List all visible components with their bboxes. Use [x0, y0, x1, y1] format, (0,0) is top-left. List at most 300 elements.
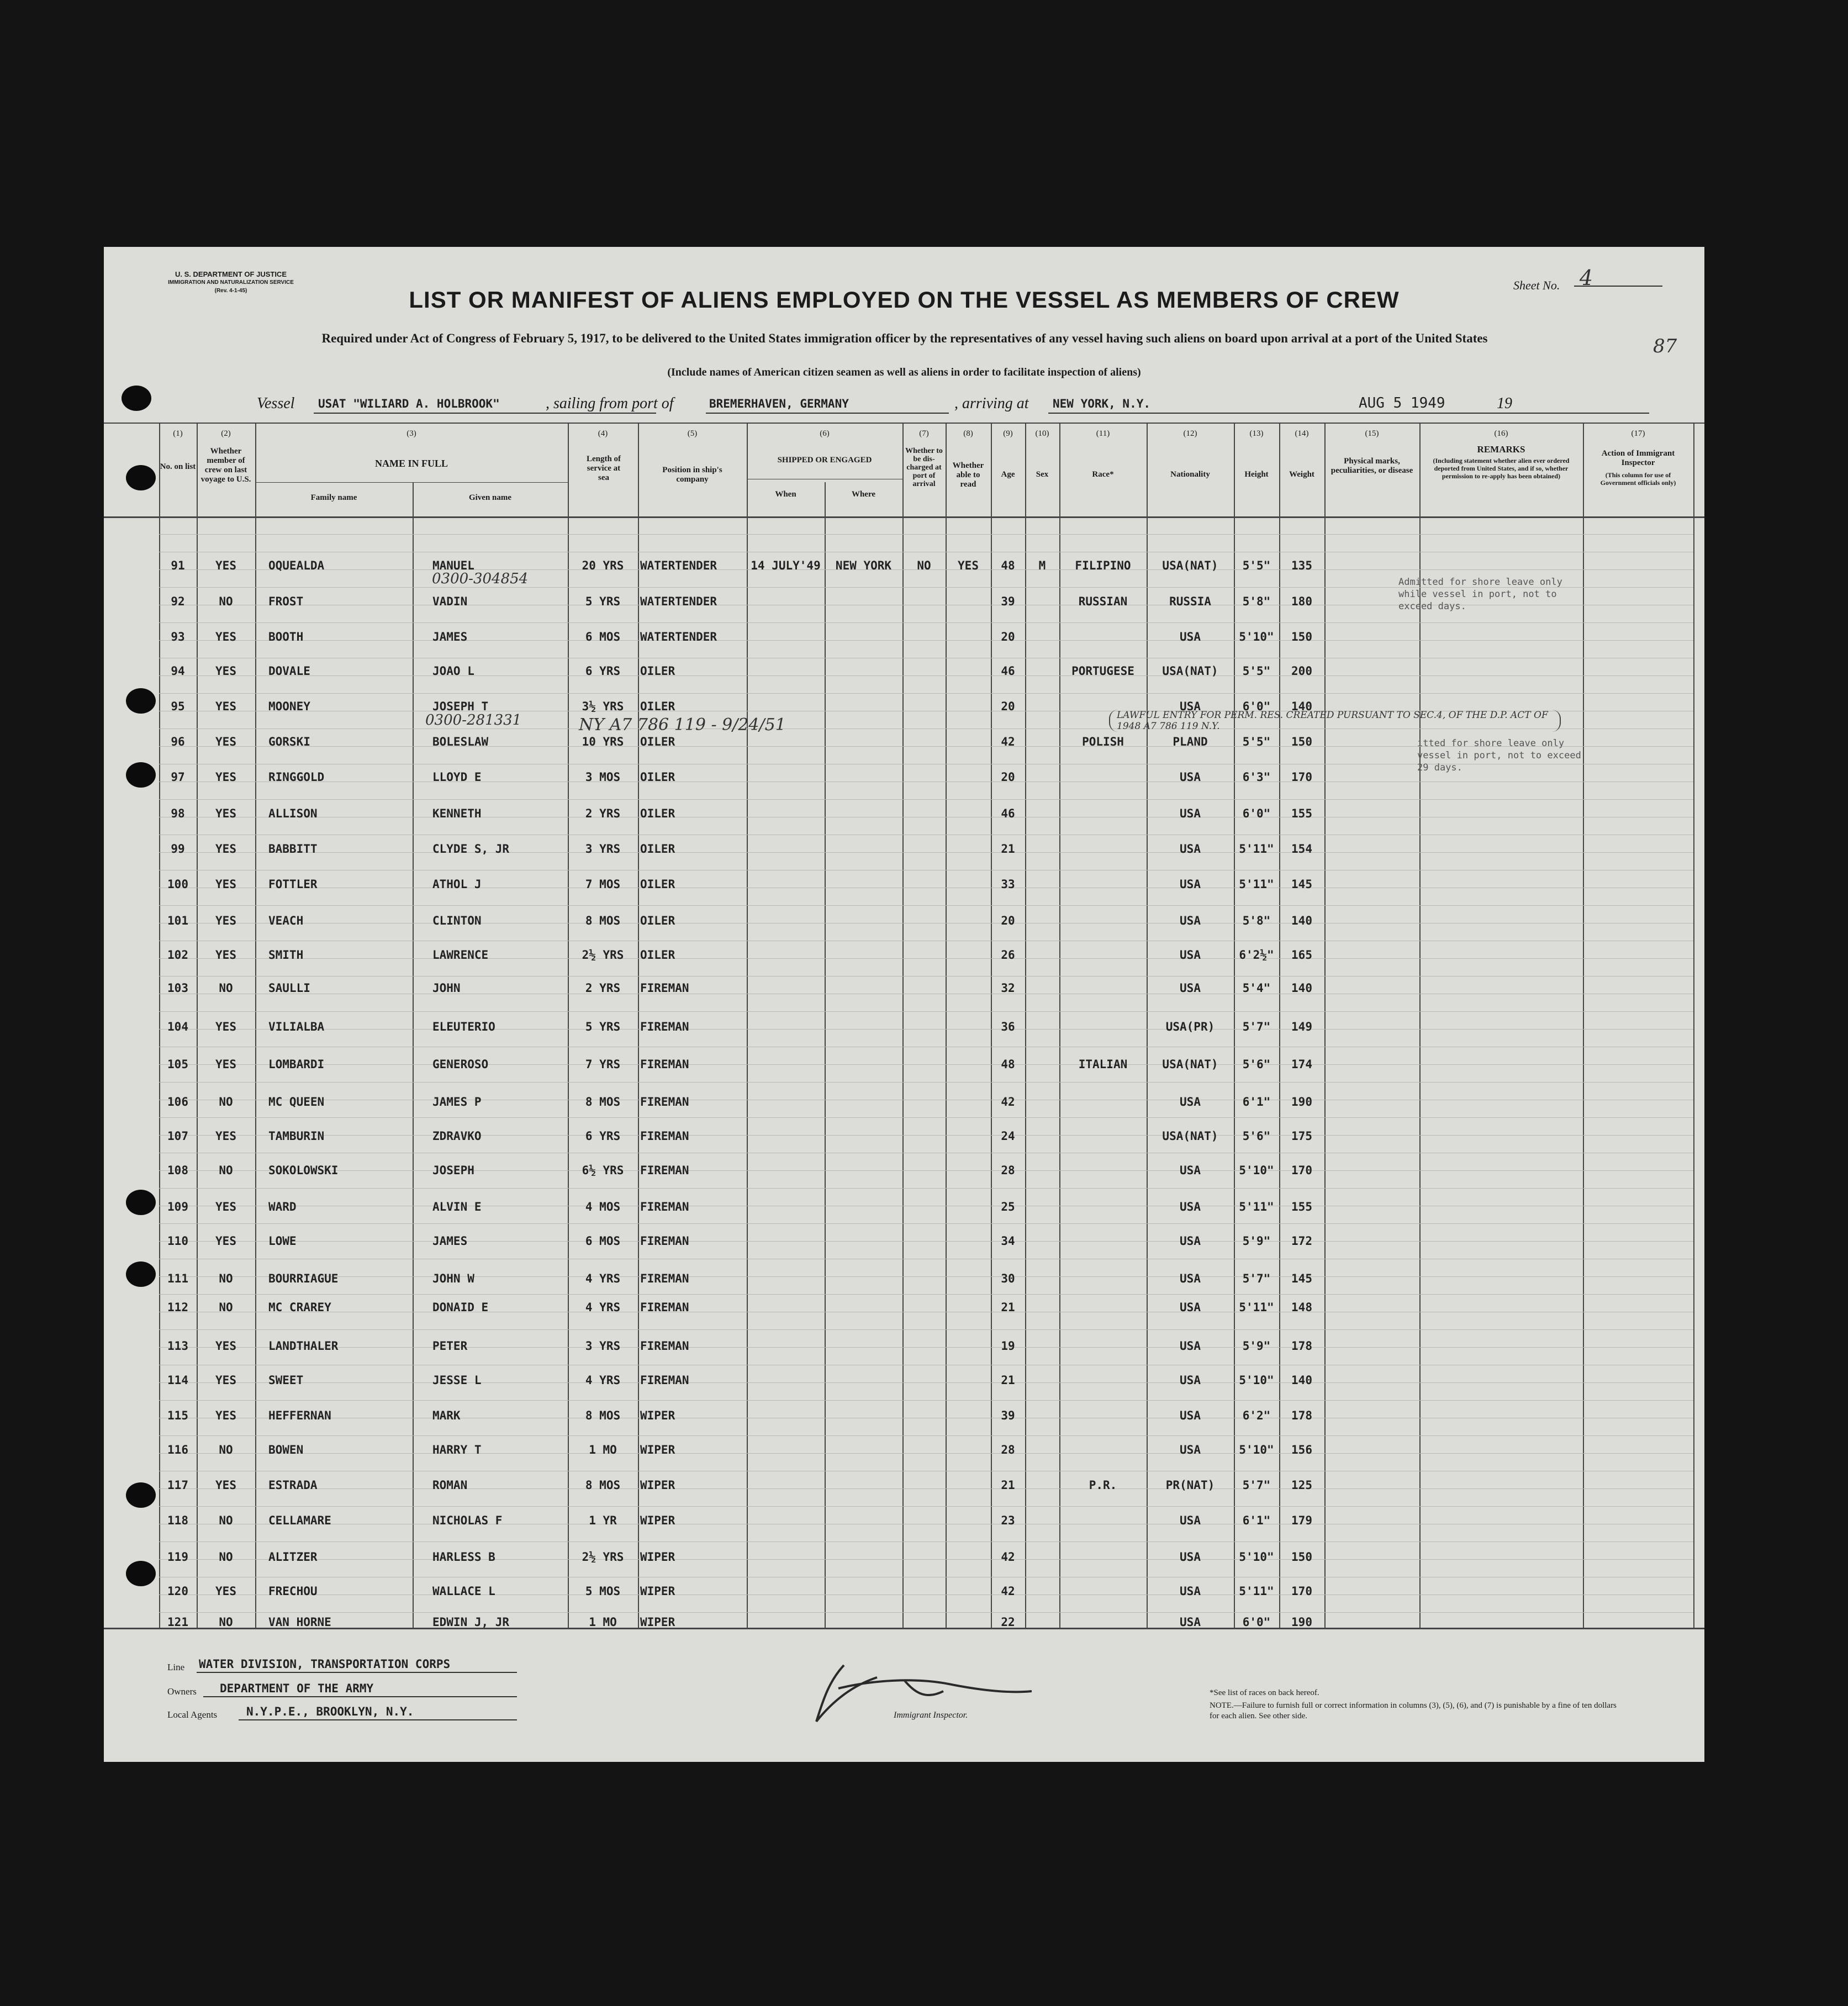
- cell-race: RUSSIAN: [1078, 595, 1128, 608]
- cell-age: 39: [1001, 595, 1015, 608]
- col-17-detail: (This column for use of Government officials only): [1600, 471, 1676, 487]
- cell-service: 4 MOS: [585, 1200, 621, 1213]
- ledger-rule: [159, 1435, 1693, 1436]
- cell-weight: 180: [1291, 595, 1312, 608]
- vessel-name: USAT "WILIARD A. HOLBROOK": [318, 397, 500, 410]
- cell-prev: YES: [215, 1020, 236, 1033]
- cell-no: 120: [167, 1585, 188, 1598]
- cell-nationality: USA: [1180, 1514, 1201, 1527]
- cell-no: 94: [171, 664, 185, 678]
- column-divider: [255, 423, 256, 1628]
- col-4-label: Length of service at sea: [586, 455, 621, 482]
- vessel-label: Vessel: [257, 395, 295, 412]
- col-6-where: Where: [851, 490, 876, 499]
- cell-age: 20: [1001, 914, 1015, 927]
- cell-service: 8 MOS: [585, 1095, 621, 1108]
- cell-prev: NO: [219, 1301, 233, 1314]
- cell-where: NEW YORK: [835, 559, 892, 572]
- cell-nationality: USA: [1180, 770, 1201, 784]
- cell-family: DOVALE: [268, 664, 310, 678]
- cell-position: WIPER: [640, 1409, 675, 1422]
- cell-nationality: USA: [1180, 1443, 1201, 1456]
- cell-service: 6 MOS: [585, 630, 621, 643]
- cell-given: HARLESS B: [432, 1550, 495, 1564]
- ledger-rule: [159, 1294, 1693, 1295]
- vessel-line: [314, 413, 656, 414]
- cell-position: WIPER: [640, 1616, 675, 1629]
- column-divider: [638, 423, 639, 1628]
- cell-nationality: USA(PR): [1165, 1020, 1215, 1033]
- cell-given: JAMES P: [432, 1095, 482, 1108]
- cell-nationality: USA: [1180, 1374, 1201, 1387]
- arrival-date: AUG 5 1949: [1359, 395, 1445, 411]
- cell-height: 5'11": [1239, 842, 1274, 856]
- cell-no: 116: [167, 1443, 188, 1456]
- sheet-no: 4: [1579, 266, 1593, 290]
- ledger-rule: [159, 622, 1693, 623]
- ledger-rule: [159, 1506, 1693, 1507]
- col-1-label: No. on list: [160, 462, 196, 471]
- cell-weight: 179: [1291, 1514, 1312, 1527]
- cell-weight: 125: [1291, 1479, 1312, 1492]
- col-2-label: Whether member of crew on last voyage to U.S.: [200, 447, 251, 484]
- cell-weight: 135: [1291, 559, 1312, 572]
- cell-position: OILER: [640, 842, 675, 856]
- cell-no: 95: [171, 700, 185, 713]
- ledger-rule: [159, 1170, 1693, 1171]
- cell-no: 119: [167, 1550, 188, 1564]
- cell-service: 8 MOS: [585, 1479, 621, 1492]
- cell-service: 5 YRS: [585, 1020, 621, 1033]
- cell-service: 3 YRS: [585, 1339, 621, 1353]
- cell-family: GORSKI: [268, 735, 310, 748]
- column-divider: [413, 482, 414, 1628]
- footer-line-rule: [197, 1672, 517, 1673]
- cell-family: BOOTH: [268, 630, 304, 643]
- cell-position: FIREMAN: [640, 1164, 689, 1177]
- agency-line-3: (Rev. 4-1-45): [214, 288, 247, 294]
- cell-given: CLINTON: [432, 914, 482, 927]
- cell-nationality: RUSSIA: [1169, 595, 1211, 608]
- col-3-family: Family name: [310, 493, 357, 502]
- punch-hole: [126, 465, 156, 490]
- cell-weight: 155: [1291, 1200, 1312, 1213]
- footer-agents-rule: [239, 1719, 517, 1720]
- col-12-label: Nationality: [1170, 470, 1210, 479]
- cell-family: SMITH: [268, 948, 304, 962]
- cell-no: 102: [167, 948, 188, 962]
- gorski-lawful-entry: LAWFUL ENTRY FOR PERM. RES. CREATED PURSUANT TO SEC.4, OF THE D.P. ACT OF 1948 A7 786 119 N.Y.: [1109, 710, 1561, 732]
- cell-family: HEFFERNAN: [268, 1409, 331, 1422]
- ledger-rule: [159, 1453, 1693, 1454]
- cell-family: LOMBARDI: [268, 1058, 325, 1071]
- cell-age: 42: [1001, 735, 1015, 748]
- cell-age: 48: [1001, 1058, 1015, 1071]
- cell-height: 5'10": [1239, 1443, 1274, 1456]
- cell-position: FIREMAN: [640, 1234, 689, 1248]
- cell-age: 21: [1001, 1301, 1015, 1314]
- cell-prev: NO: [219, 1272, 233, 1285]
- agency-line-2: IMMIGRATION AND NATURALIZATION SERVICE: [168, 279, 294, 286]
- cell-age: 26: [1001, 948, 1015, 962]
- cell-weight: 178: [1291, 1409, 1312, 1422]
- cell-age: 20: [1001, 700, 1015, 713]
- cell-weight: 178: [1291, 1339, 1312, 1353]
- cell-given: JOAO L: [432, 664, 474, 678]
- punch-hole: [126, 762, 156, 788]
- cell-prev: NO: [219, 1550, 233, 1564]
- cell-height: 6'0": [1242, 1616, 1271, 1629]
- cell-given: ZDRAVKO: [432, 1129, 482, 1143]
- cell-height: 5'9": [1242, 1339, 1271, 1353]
- cell-weight: 150: [1291, 1550, 1312, 1564]
- cell-nationality: USA: [1180, 1301, 1201, 1314]
- col-13-num: (13): [1249, 429, 1264, 438]
- cell-age: 19: [1001, 1339, 1015, 1353]
- cell-weight: 150: [1291, 735, 1312, 748]
- col-14-num: (14): [1295, 429, 1309, 438]
- cell-given: JOSEPH T: [432, 700, 489, 713]
- footer-owners-label: Owners: [167, 1686, 197, 1697]
- year-label: 19: [1497, 395, 1512, 412]
- cell-given: MANUEL: [432, 559, 474, 572]
- cell-nationality: USA: [1180, 1272, 1201, 1285]
- cell-no: 104: [167, 1020, 188, 1033]
- col-8-label: Whether able to read: [952, 461, 984, 489]
- date-line: [1351, 413, 1649, 414]
- cell-age: 42: [1001, 1095, 1015, 1108]
- cell-weight: 149: [1291, 1020, 1312, 1033]
- col-15-num: (15): [1365, 429, 1379, 438]
- cell-height: 5'5": [1242, 735, 1271, 748]
- cell-prev: YES: [215, 1200, 236, 1213]
- cell-given: BOLESLAW: [432, 735, 489, 748]
- cell-weight: 145: [1291, 878, 1312, 891]
- cell-service: 5 YRS: [585, 595, 621, 608]
- cell-prev: YES: [215, 1409, 236, 1422]
- cell-given: JOSEPH: [432, 1164, 474, 1177]
- sheet-label: Sheet No.: [1513, 278, 1560, 292]
- cell-nationality: USA: [1180, 1409, 1201, 1422]
- cell-no: 121: [167, 1616, 188, 1629]
- cell-age: 20: [1001, 770, 1015, 784]
- port-to: NEW YORK, N.Y.: [1053, 397, 1151, 410]
- cell-sex: M: [1038, 559, 1046, 572]
- cell-age: 46: [1001, 664, 1015, 678]
- ledger-rule: [159, 1559, 1693, 1560]
- col-3-label: NAME IN FULL: [374, 458, 448, 469]
- cell-age: 42: [1001, 1585, 1015, 1598]
- cell-service: 3 MOS: [585, 770, 621, 784]
- col-10-num: (10): [1035, 429, 1049, 438]
- cell-nationality: PLAND: [1173, 735, 1208, 748]
- ledger-rule: [159, 1135, 1693, 1136]
- col-3-num: (3): [406, 429, 416, 438]
- cell-given: VADIN: [432, 595, 468, 608]
- cell-weight: 154: [1291, 842, 1312, 856]
- cell-given: ALVIN E: [432, 1200, 482, 1213]
- cell-height: 6'1": [1242, 1514, 1271, 1527]
- table-header-border: [104, 516, 1704, 518]
- cell-age: 39: [1001, 1409, 1015, 1422]
- cell-age: 24: [1001, 1129, 1015, 1143]
- cell-service: 2½ YRS: [582, 948, 624, 962]
- punch-hole: [126, 1561, 156, 1586]
- page-mark: 87: [1653, 335, 1677, 357]
- cell-given: LLOYD E: [432, 770, 482, 784]
- cell-no: 92: [171, 595, 185, 608]
- cell-position: OILER: [640, 664, 675, 678]
- cell-weight: 190: [1291, 1095, 1312, 1108]
- ledger-rule: [159, 1082, 1693, 1083]
- footer-note-text: NOTE.—Failure to furnish full or correct information in columns (3), (5), (6), and (7) is punishable by a fine of ten dollars for each alien. See other side.: [1210, 1701, 1617, 1720]
- cell-height: 6'0": [1242, 700, 1271, 713]
- cell-nationality: USA: [1180, 948, 1201, 962]
- cell-position: FIREMAN: [640, 1200, 689, 1213]
- cell-position: WIPER: [640, 1585, 675, 1598]
- cell-family: VEACH: [268, 914, 304, 927]
- cell-age: 48: [1001, 559, 1015, 572]
- col-6-label: SHIPPED OR ENGAGED: [777, 456, 872, 464]
- footer-agents-label: Local Agents: [167, 1709, 218, 1720]
- cell-height: 5'10": [1239, 630, 1274, 643]
- ledger-rule: [159, 958, 1693, 959]
- cell-position: OILER: [640, 878, 675, 891]
- cell-prev: YES: [215, 842, 236, 856]
- cell-height: 5'7": [1242, 1272, 1271, 1285]
- cell-weight: 170: [1291, 1164, 1312, 1177]
- col-14-label: Weight: [1289, 470, 1314, 479]
- cell-race: POLISH: [1082, 735, 1124, 748]
- cell-weight: 174: [1291, 1058, 1312, 1071]
- cell-given: HARRY T: [432, 1443, 482, 1456]
- cell-prev: YES: [215, 1585, 236, 1598]
- cell-no: 99: [171, 842, 185, 856]
- cell-prev: YES: [215, 1234, 236, 1248]
- cell-no: 111: [167, 1272, 188, 1285]
- cell-prev: YES: [215, 700, 236, 713]
- cell-prev: NO: [219, 1095, 233, 1108]
- cell-weight: 165: [1291, 948, 1312, 962]
- column-divider: [1583, 423, 1584, 1628]
- cell-height: 5'11": [1239, 1200, 1274, 1213]
- cell-nationality: USA: [1180, 878, 1201, 891]
- cell-weight: 190: [1291, 1616, 1312, 1629]
- ledger-rule: [159, 693, 1693, 694]
- cell-race: P.R.: [1089, 1479, 1117, 1492]
- cell-prev: YES: [215, 664, 236, 678]
- column-divider: [1025, 423, 1026, 1628]
- footer-owners-value: DEPARTMENT OF THE ARMY: [220, 1682, 374, 1695]
- ledger-rule: [159, 1612, 1693, 1613]
- cell-given: ELEUTERIO: [432, 1020, 495, 1033]
- cell-height: 6'2": [1242, 1409, 1271, 1422]
- col-6-when: When: [775, 490, 796, 499]
- cell-family: OQUEALDA: [268, 559, 325, 572]
- cell-given: PETER: [432, 1339, 468, 1353]
- col-17-num: (17): [1631, 429, 1645, 438]
- cell-discharged: NO: [917, 559, 931, 572]
- cell-position: WIPER: [640, 1479, 675, 1492]
- cell-position: FIREMAN: [640, 981, 689, 995]
- cell-no: 118: [167, 1514, 188, 1527]
- cell-prev: NO: [219, 1514, 233, 1527]
- cell-family: VAN HORNE: [268, 1616, 331, 1629]
- cell-no: 103: [167, 981, 188, 995]
- mooney-number: 0300-281331: [425, 712, 522, 729]
- cell-position: FIREMAN: [640, 1020, 689, 1033]
- cell-age: 21: [1001, 842, 1015, 856]
- cell-height: 5'5": [1242, 559, 1271, 572]
- cell-weight: 145: [1291, 1272, 1312, 1285]
- cell-age: 34: [1001, 1234, 1015, 1248]
- cell-prev: YES: [215, 1339, 236, 1353]
- col-16-detail: (Including statement whether alien ever ordered deported from United States, and if so, whether permission to re-apply has been obtained): [1433, 457, 1570, 480]
- col-2-num: (2): [221, 429, 231, 438]
- name-sub-divider: [255, 482, 568, 483]
- punch-hole: [126, 1190, 156, 1215]
- cell-position: WATERTENDER: [640, 595, 717, 608]
- ledger-rule: [159, 1064, 1693, 1065]
- cell-read: YES: [958, 559, 979, 572]
- cell-age: 25: [1001, 1200, 1015, 1213]
- cell-weight: 170: [1291, 770, 1312, 784]
- cell-family: SOKOLOWSKI: [268, 1164, 339, 1177]
- cell-family: TAMBURIN: [268, 1129, 325, 1143]
- ledger-rule: [159, 1223, 1693, 1224]
- cell-nationality: USA: [1180, 1585, 1201, 1598]
- cell-nationality: USA(NAT): [1162, 1058, 1218, 1071]
- ledger-rule: [159, 1400, 1693, 1401]
- col-7-num: (7): [919, 429, 929, 438]
- cell-weight: 150: [1291, 630, 1312, 643]
- cell-no: 108: [167, 1164, 188, 1177]
- cell-family: SAULLI: [268, 981, 310, 995]
- cell-position: FIREMAN: [640, 1339, 689, 1353]
- column-divider: [1324, 423, 1326, 1628]
- cell-prev: YES: [215, 948, 236, 962]
- cell-given: CLYDE S, JR: [432, 842, 510, 856]
- cell-prev: YES: [215, 1129, 236, 1143]
- cell-family: FROST: [268, 595, 304, 608]
- cell-prev: NO: [219, 595, 233, 608]
- ledger-rule: [159, 534, 1693, 535]
- cell-service: 1 MO: [589, 1616, 617, 1629]
- cell-age: 33: [1001, 878, 1015, 891]
- port-from: BREMERHAVEN, GERMANY: [709, 397, 849, 410]
- cell-nationality: USA: [1180, 1339, 1201, 1353]
- cell-nationality: USA: [1180, 807, 1201, 820]
- cell-prev: NO: [219, 1616, 233, 1629]
- cell-no: 117: [167, 1479, 188, 1492]
- cell-no: 105: [167, 1058, 188, 1071]
- col-17-label: Action of Immigrant Inspector: [1601, 449, 1675, 467]
- cell-family: VILIALBA: [268, 1020, 325, 1033]
- cell-prev: YES: [215, 1058, 236, 1071]
- cell-nationality: USA: [1180, 1616, 1201, 1629]
- ledger-rule: [159, 1488, 1693, 1489]
- cell-age: 36: [1001, 1020, 1015, 1033]
- frost-number: 0300-304854: [432, 571, 529, 587]
- cell-prev: YES: [215, 807, 236, 820]
- cell-height: 5'8": [1242, 595, 1271, 608]
- cell-position: WIPER: [640, 1443, 675, 1456]
- cell-family: WARD: [268, 1200, 297, 1213]
- cell-race: ITALIAN: [1078, 1058, 1128, 1071]
- gorski-file-number: NY A7 786 119 - 9/24/51: [579, 715, 786, 735]
- ledger-rule: [159, 1241, 1693, 1242]
- cell-position: FIREMAN: [640, 1095, 689, 1108]
- cell-weight: 140: [1291, 700, 1312, 713]
- col-13-label: Height: [1244, 470, 1269, 479]
- cell-age: 20: [1001, 630, 1015, 643]
- cell-given: DONAID E: [432, 1301, 489, 1314]
- table-bottom-border: [104, 1628, 1704, 1629]
- cell-no: 114: [167, 1374, 188, 1387]
- cell-position: OILER: [640, 700, 675, 713]
- cell-no: 96: [171, 735, 185, 748]
- cell-given: JAMES: [432, 1234, 468, 1248]
- cell-service: 2½ YRS: [582, 1550, 624, 1564]
- cell-height: 6'0": [1242, 807, 1271, 820]
- footer-note-races: *See list of races on back hereof.: [1210, 1688, 1319, 1697]
- cell-prev: NO: [219, 1443, 233, 1456]
- ledger-rule: [159, 1188, 1693, 1189]
- inspector-label: Immigrant Inspector.: [894, 1711, 968, 1720]
- page-title: LIST OR MANIFEST OF ALIENS EMPLOYED ON THE VESSEL AS MEMBERS OF CREW: [409, 287, 1400, 313]
- ledger-rule: [159, 640, 1693, 641]
- cell-service: 4 YRS: [585, 1301, 621, 1314]
- cell-nationality: PR(NAT): [1165, 1479, 1215, 1492]
- cell-position: WIPER: [640, 1514, 675, 1527]
- cell-height: 5'10": [1239, 1374, 1274, 1387]
- col-6-num: (6): [820, 429, 830, 438]
- column-divider: [1693, 423, 1694, 1628]
- cell-prev: YES: [215, 1479, 236, 1492]
- column-divider: [946, 423, 947, 1628]
- remark-gorski: itted for shore leave only vessel in port, not to exceed 29 days.: [1417, 738, 1581, 773]
- cell-height: 5'11": [1239, 1585, 1274, 1598]
- cell-position: WATERTENDER: [640, 630, 717, 643]
- cell-family: CELLAMARE: [268, 1514, 331, 1527]
- ledger-rule: [159, 905, 1693, 906]
- cell-family: MC CRAREY: [268, 1301, 331, 1314]
- cell-position: OILER: [640, 948, 675, 962]
- cell-no: 97: [171, 770, 185, 784]
- cell-nationality: USA: [1180, 630, 1201, 643]
- footer-agents-value: N.Y.P.E., BROOKLYN, N.Y.: [246, 1705, 414, 1718]
- cell-family: LOWE: [268, 1234, 297, 1248]
- cell-prev: YES: [215, 630, 236, 643]
- cell-weight: 155: [1291, 807, 1312, 820]
- ledger-rule: [159, 1117, 1693, 1118]
- col-5-num: (5): [687, 429, 698, 438]
- cell-position: OILER: [640, 914, 675, 927]
- cell-family: ALITZER: [268, 1550, 318, 1564]
- punch-hole: [126, 688, 156, 714]
- cell-family: FOTTLER: [268, 878, 318, 891]
- ledger-rule: [159, 675, 1693, 676]
- cell-given: NICHOLAS F: [432, 1514, 503, 1527]
- cell-height: 5'8": [1242, 914, 1271, 927]
- cell-given: JOHN W: [432, 1272, 474, 1285]
- cell-service: 8 MOS: [585, 914, 621, 927]
- cell-nationality: USA(NAT): [1162, 664, 1218, 678]
- sailing-label: , sailing from port of: [546, 395, 674, 412]
- cell-no: 98: [171, 807, 185, 820]
- cell-no: 93: [171, 630, 185, 643]
- cell-family: FRECHOU: [268, 1585, 318, 1598]
